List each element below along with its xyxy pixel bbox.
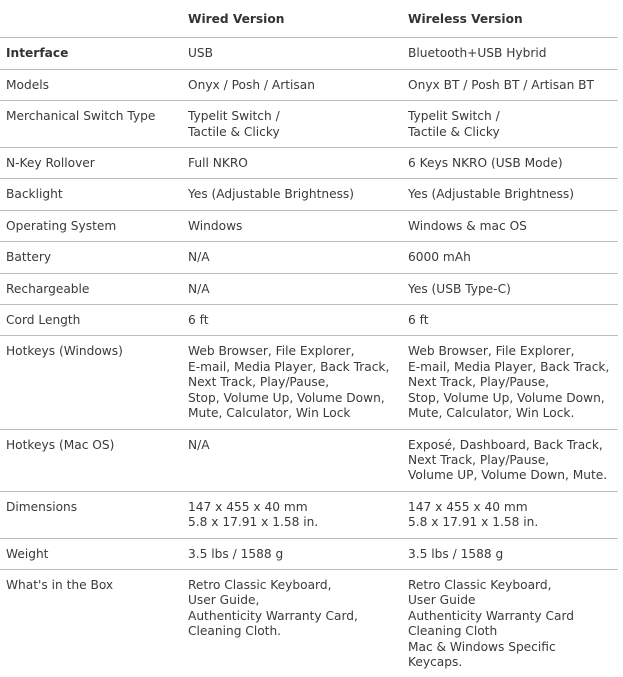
table-row xyxy=(0,305,618,336)
wireless-value: 6000 mAh xyxy=(402,242,618,273)
table-row xyxy=(0,569,618,677)
header-row xyxy=(0,0,618,38)
table-row xyxy=(0,429,618,491)
wireless-value: Yes (USB Type-C) xyxy=(402,273,618,304)
wired-value: 6 ft xyxy=(182,305,402,336)
wireless-value: Onyx BT / Posh BT / Artisan BT xyxy=(402,69,618,100)
table-row xyxy=(0,336,618,429)
table-row xyxy=(0,273,618,304)
table-row xyxy=(0,538,618,569)
wireless-value: Exposé, Dashboard, Back Track, Next Track, Play/Pause, Volume UP, Volume Down, Mute. xyxy=(402,429,618,491)
table-row xyxy=(0,69,618,100)
row-label: N-Key Rollover xyxy=(0,148,182,179)
wireless-value: Yes (Adjustable Brightness) xyxy=(402,179,618,210)
wireless-value: 3.5 lbs / 1588 g xyxy=(402,538,618,569)
row-label: Dimensions xyxy=(0,491,182,538)
wired-value: N/A xyxy=(182,242,402,273)
row-label: Interface xyxy=(0,38,182,69)
table-row xyxy=(0,179,618,210)
wired-value: Yes (Adjustable Brightness) xyxy=(182,179,402,210)
wired-value: Onyx / Posh / Artisan xyxy=(182,69,402,100)
table-row xyxy=(0,148,618,179)
table-header xyxy=(0,0,618,38)
row-label: Merchanical Switch Type xyxy=(0,101,182,148)
wireless-value: 6 ft xyxy=(402,305,618,336)
row-label: Weight xyxy=(0,538,182,569)
row-label: Rechargeable xyxy=(0,273,182,304)
wireless-value: Windows & mac OS xyxy=(402,210,618,241)
table-row xyxy=(0,491,618,538)
wired-value: Full NKRO xyxy=(182,148,402,179)
wired-value: USB xyxy=(182,38,402,69)
wired-value: N/A xyxy=(182,273,402,304)
table-body xyxy=(0,38,618,677)
wired-value: 147 x 455 x 40 mm 5.8 x 17.91 x 1.58 in. xyxy=(182,491,402,538)
wired-value: Retro Classic Keyboard, User Guide, Authenticity Warranty Card, Cleaning Cloth. xyxy=(188,577,358,639)
wireless-value: Web Browser, File Explorer, E-mail, Media Player, Back Track, Next Track, Play/Pause, Stop, Volume Up, Volume Down, Mute, Calculator, Win Lock. xyxy=(402,336,618,429)
row-label: Operating System xyxy=(0,210,182,241)
table-row xyxy=(0,242,618,273)
wired-value: N/A xyxy=(182,429,402,491)
row-label: Models xyxy=(0,69,182,100)
header-wireless-column: Wireless Version xyxy=(402,0,618,38)
table-row xyxy=(0,101,618,148)
row-label: Battery xyxy=(0,242,182,273)
wired-value: Web Browser, File Explorer, E-mail, Media Player, Back Track, Next Track, Play/Pause, Stop, Volume Up, Volume Down, Mute, Calculator, Win Lock xyxy=(182,336,402,429)
row-label: Cord Length xyxy=(0,305,182,336)
header-spec-column xyxy=(0,0,182,38)
wired-value: Typelit Switch / Tactile & Clicky xyxy=(182,101,402,148)
wireless-value: Retro Classic Keyboard, User Guide Authenticity Warranty Card Cleaning Cloth Mac & Windows Specific Keycaps. xyxy=(408,577,575,669)
row-label: Backlight xyxy=(0,179,182,210)
table-row xyxy=(0,38,618,69)
header-wired-column: Wired Version xyxy=(182,0,402,38)
wireless-value: 6 Keys NKRO (USB Mode) xyxy=(402,148,618,179)
row-label: What's in the Box xyxy=(6,577,114,592)
wired-value: Windows xyxy=(182,210,402,241)
table-row xyxy=(0,210,618,241)
row-label: Hotkeys (Mac OS) xyxy=(0,429,182,491)
wired-value: 3.5 lbs / 1588 g xyxy=(182,538,402,569)
wireless-value: 147 x 455 x 40 mm 5.8 x 17.91 x 1.58 in. xyxy=(402,491,618,538)
wireless-value: Typelit Switch / Tactile & Clicky xyxy=(402,101,618,148)
row-label: Hotkeys (Windows) xyxy=(0,336,182,429)
wireless-value: Bluetooth+USB Hybrid xyxy=(402,38,618,69)
